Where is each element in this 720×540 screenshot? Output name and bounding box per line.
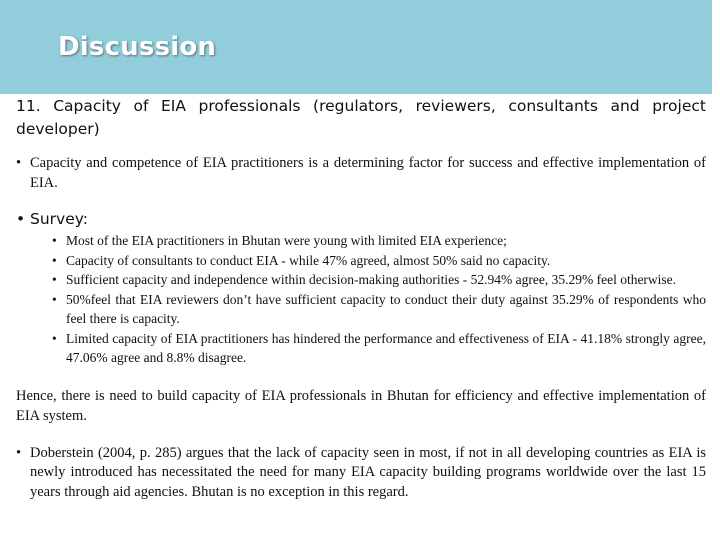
survey-item: • Sufficient capacity and independence within decision-making authorities - 52.94% agree, 35.29% feel otherwise. — [52, 270, 706, 290]
survey-list — [52, 231, 706, 368]
title-bar-accent — [712, 0, 720, 94]
slide-title: Discussion — [58, 32, 217, 62]
bullet-doberstein: • Doberstein (2004, p. 285) argues that the lack of capacity seen in most, if not in all developing countries as EIA is newly introduced has necessitated the need for many EIA capacity building programs worldwide over the last 15 years through aid agencies. Bhutan is no exception in this regard. — [16, 444, 706, 503]
survey-item: • 50%feel that EIA reviewers don’t have sufficient capacity to conduct their duty against 35.29% of respondents who feel there is capacity. — [52, 290, 706, 329]
section-heading: 11. Capacity of EIA professionals (regulators, reviewers, consultants and project developer) — [16, 97, 706, 138]
bullet-capacity: • Capacity and competence of EIA practitioners is a determining factor for success and effective implementation of EIA. — [16, 154, 706, 193]
slide-content — [16, 94, 706, 502]
survey-item: • Most of the EIA practitioners in Bhutan were young with limited EIA experience; — [52, 231, 706, 251]
hence-paragraph: Hence, there is need to build capacity of EIA professionals in Bhutan for efficiency and effective implementation of EIA system. — [16, 387, 706, 424]
title-bar — [0, 0, 720, 94]
survey-item: • Limited capacity of EIA practitioners has hindered the performance and effectiveness of EIA - 41.18% strongly agree, 47.06% agree and 8.8% disagree. — [52, 329, 706, 368]
survey-item: • Capacity of consultants to conduct EIA - while 47% agreed, almost 50% said no capacity. — [52, 251, 706, 271]
bullet-survey-label: • Survey: — [16, 209, 706, 229]
